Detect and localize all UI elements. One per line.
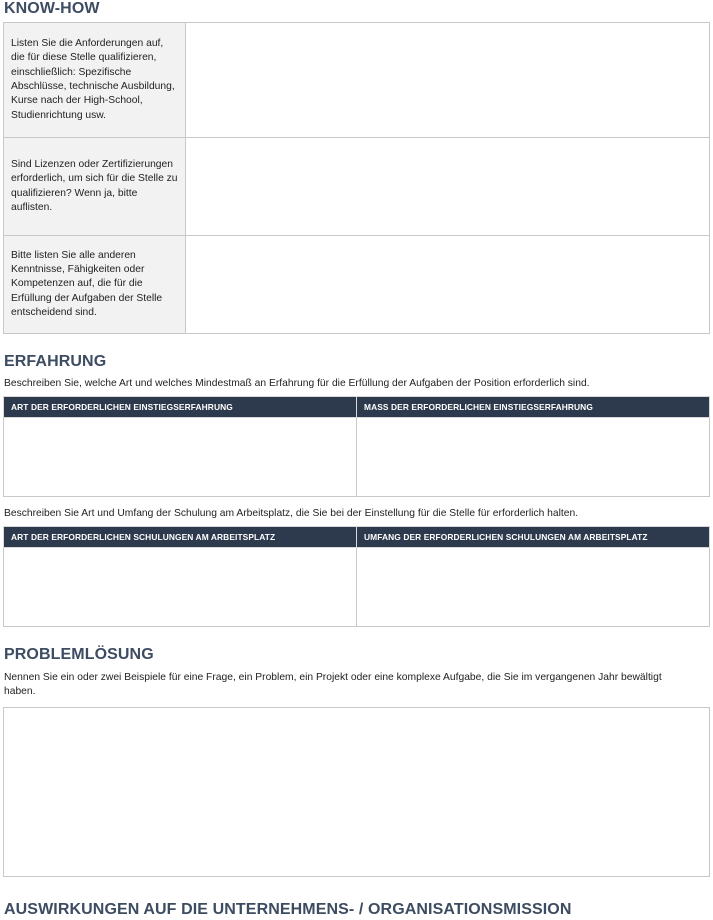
know-how-answer-field[interactable] <box>186 138 710 236</box>
know-how-row <box>4 23 710 138</box>
know-how-question: Sind Lizenzen oder Zertifizierungen erforderlich, um sich für die Stelle zu qualifizieren? Wenn ja, bitte auflisten. <box>4 138 186 236</box>
column-header: UMFANG DER ERFORDERLICHEN SCHULUNGEN AM ARBEITSPLATZ <box>357 527 710 548</box>
erfahrung-mass-field[interactable] <box>357 418 710 497</box>
section-title-know-how: KNOW-HOW <box>4 0 100 17</box>
column-header: ART DER ERFORDERLICHEN EINSTIEGSERFAHRUNG <box>4 397 357 418</box>
column-header: MASS DER ERFORDERLICHEN EINSTIEGSERFAHRUNG <box>357 397 710 418</box>
know-how-row <box>4 236 710 334</box>
erfahrung-description: Beschreiben Sie, welche Art und welches Mindestmaß an Erfahrung für die Erfüllung der Aufgaben der Position erforderlich sind. <box>4 378 590 389</box>
schulung-table <box>3 526 710 627</box>
know-how-answer-field[interactable] <box>186 23 710 138</box>
know-how-table <box>3 22 710 334</box>
know-how-question: Listen Sie die Anforderungen auf, die für diese Stelle qualifizieren, einschließlich: Spezifische Abschlüsse, technische Ausbildung, Kurse nach der High-School, Studienrichtung usw. <box>4 23 186 138</box>
know-how-question: Bitte listen Sie alle anderen Kenntnisse, Fähigkeiten oder Kompetenzen auf, die für die Erfüllung der Aufgaben der Stelle entscheidend sind. <box>4 236 186 334</box>
column-header: ART DER ERFORDERLICHEN SCHULUNGEN AM ARBEITSPLATZ <box>4 527 357 548</box>
schulung-umfang-field[interactable] <box>357 548 710 627</box>
schulung-description: Beschreiben Sie Art und Umfang der Schulung am Arbeitsplatz, die Sie bei der Einstellung für die Stelle für erforderlich halten. <box>4 508 579 519</box>
problemloesung-description: Nennen Sie ein oder zwei Beispiele für eine Frage, ein Problem, ein Projekt oder eine komplexe Aufgabe, die Sie im vergangenen Jahr bewältigt haben. <box>4 672 662 698</box>
problemloesung-answer-field[interactable] <box>3 707 710 877</box>
section-title-problemloesung: PROBLEMLÖSUNG <box>4 646 154 663</box>
section-title-erfahrung: ERFAHRUNG <box>4 353 107 370</box>
erfahrung-art-field[interactable] <box>4 418 357 497</box>
know-how-answer-field[interactable] <box>186 236 710 334</box>
erfahrung-table <box>3 396 710 497</box>
know-how-row <box>4 138 710 236</box>
section-title-auswirkungen: AUSWIRKUNGEN AUF DIE UNTERNEHMENS- / ORGANISATIONSMISSION <box>4 901 572 918</box>
schulung-art-field[interactable] <box>4 548 357 627</box>
